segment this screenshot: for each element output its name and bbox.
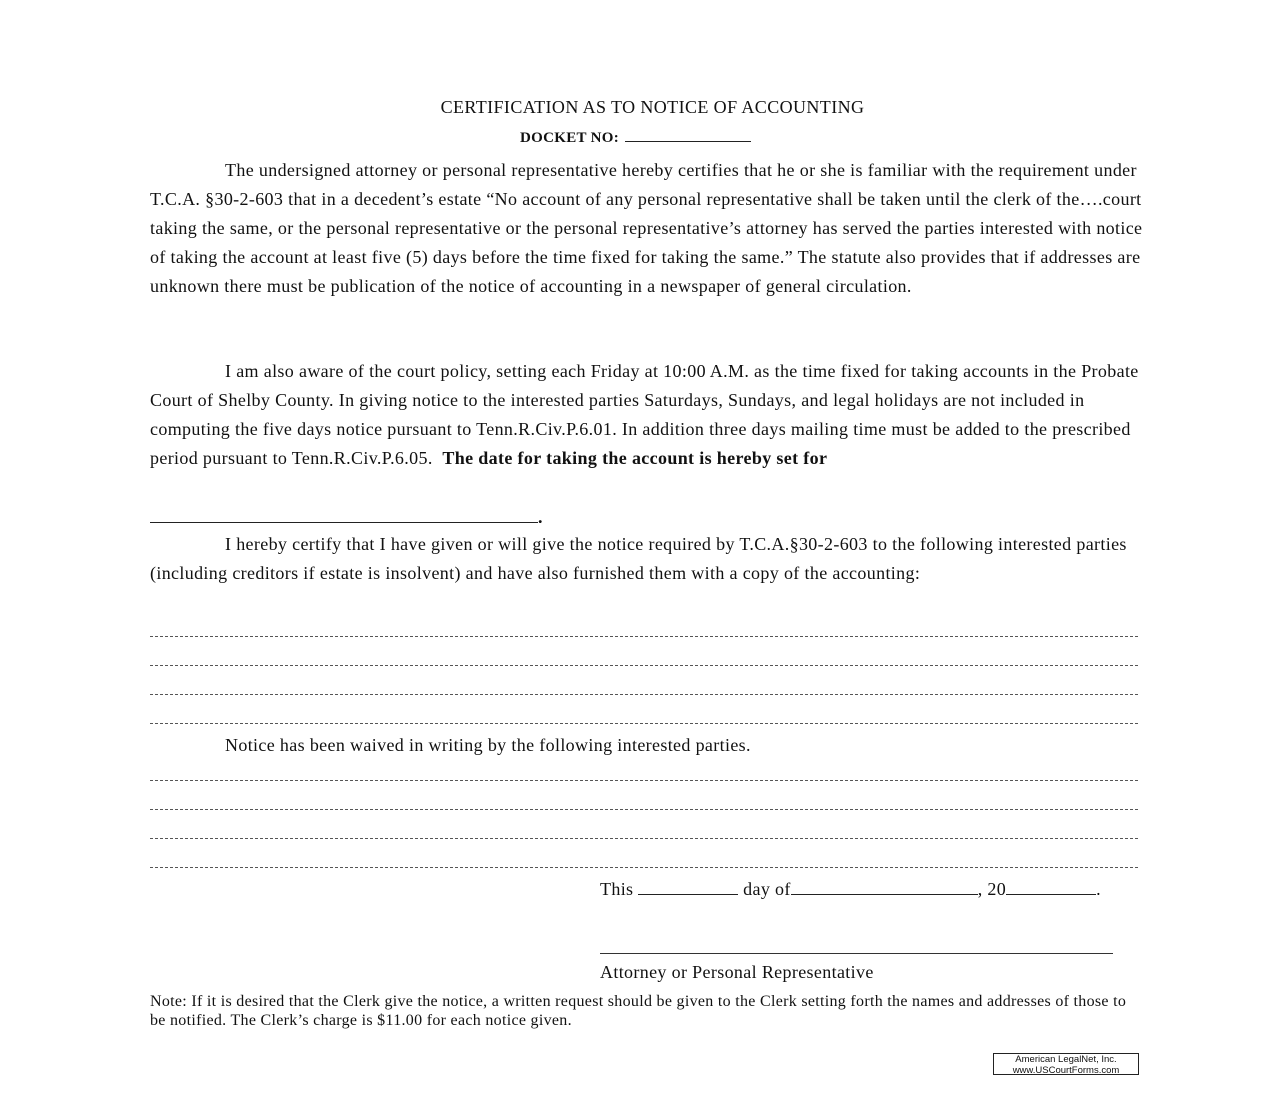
publisher-url: www.USCourtForms.com [1012, 1064, 1120, 1076]
publisher-stamp [993, 1053, 1139, 1075]
year-field[interactable] [1006, 876, 1096, 895]
year-prefix-label: , 20 [977, 879, 1007, 899]
docket-number-field[interactable] [625, 127, 751, 142]
signature-date-row [600, 876, 1101, 900]
interested-party-line[interactable] [150, 665, 1138, 666]
statute-paragraph: The undersigned attorney or personal representative hereby certifies that he or she is familiar with the requirement under T.C.A. §30-2-603 that in a decedent’s estate “No account of any personal representative shall be taken until the clerk of the….court taking the same, or the personal representative or the personal representative’s attorney has served the parties interested with notice of taking the account at least five (5) days before the time fixed for taking the same.” The statute also provides that if addresses are unknown there must be publication of the notice of accounting in a newspaper of general circulation. [150, 160, 1143, 296]
waiver-party-line[interactable] [150, 780, 1138, 781]
interested-party-line[interactable] [150, 723, 1138, 724]
docket-number [520, 127, 751, 147]
date-row-period: . [1096, 879, 1101, 899]
page-title: CERTIFICATION AS TO NOTICE OF ACCOUNTING [440, 97, 865, 117]
waiver-party-line[interactable] [150, 809, 1138, 810]
month-field[interactable] [791, 876, 978, 895]
account-date-field[interactable] [150, 500, 538, 523]
account-date-line [150, 500, 543, 528]
docket-label: DOCKET NO: [520, 130, 619, 146]
signature-label: Attorney or Personal Representative [600, 962, 874, 982]
account-date-statement: The date for taking the account is hereby set for [442, 447, 828, 468]
waiver-party-line[interactable] [150, 867, 1138, 868]
certify-paragraph: I hereby certify that I have given or will give the notice required by T.C.A.§30-2-603 to the following interested parties (including creditors if estate is insolvent) and have also furnished them with a copy of the accounting: [150, 534, 1127, 583]
publisher-name: American LegalNet, Inc. [1015, 1054, 1117, 1065]
waiver-paragraph: Notice has been waived in writing by the following interested parties. [225, 735, 751, 755]
court-policy-text: I am also aware of the court policy, setting each Friday at 10:00 A.M. as the time fixed for taking accounts in the Probate Court of Shelby County. In giving notice to the interested parties Saturdays, Sundays, and legal holidays are not included in computing the five days notice pursuant to Tenn.R.Civ.P.6.01. In addition three days mailing time must be added to the prescribed period pursuant to Tenn.R.Civ.P.6.05. [150, 361, 1139, 468]
clerk-note: Note: If it is desired that the Clerk give the notice, a written request should be given to the Clerk setting forth the names and addresses of those to be notified. The Clerk’s charge is $11.00 for each notice given. [150, 993, 1127, 1029]
waiver-party-line[interactable] [150, 838, 1138, 839]
date-this-label: This [600, 879, 634, 899]
account-date-period: . [538, 507, 543, 527]
court-policy-paragraph [150, 357, 1160, 473]
signature-field[interactable] [600, 953, 1113, 954]
day-of-label: day of [743, 879, 791, 899]
interested-party-line[interactable] [150, 694, 1138, 695]
day-field[interactable] [638, 876, 738, 895]
interested-party-line[interactable] [150, 636, 1138, 637]
